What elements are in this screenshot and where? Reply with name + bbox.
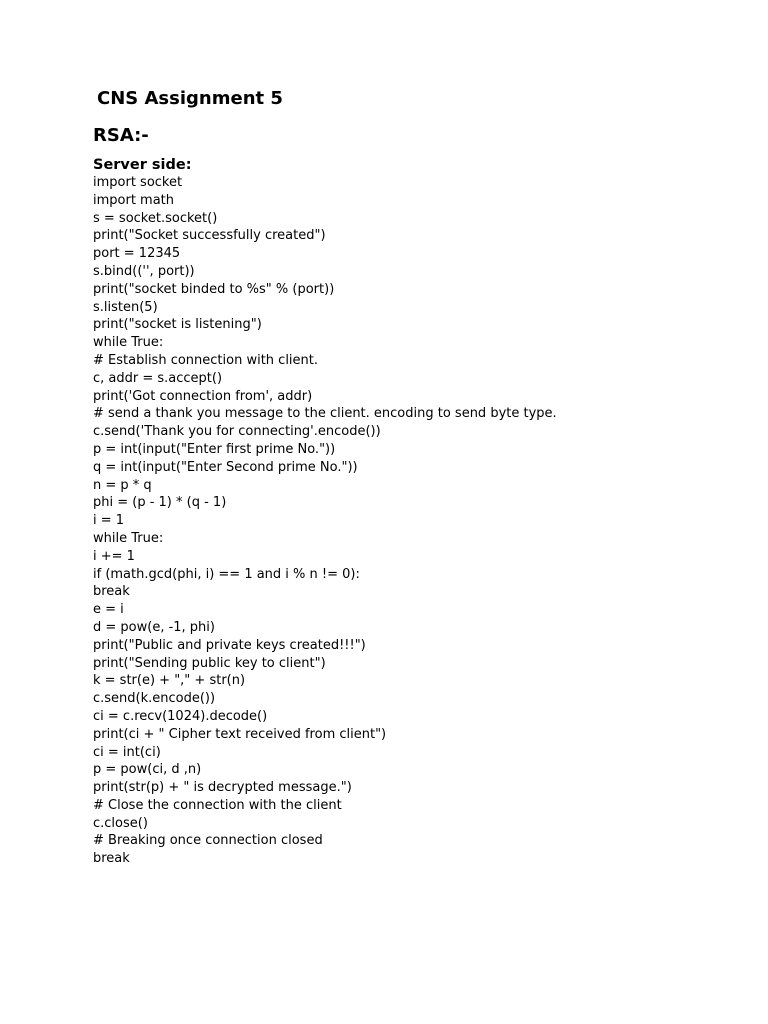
code-line: break [93, 584, 130, 600]
code-line: p = int(input("Enter first prime No.")) [93, 441, 336, 457]
code-line: e = i [93, 602, 124, 618]
code-line: print(ci + " Cipher text received from client") [93, 726, 387, 742]
code-line: p = pow(ci, d ,n) [93, 762, 202, 778]
code-listing [93, 174, 557, 868]
code-line: i = 1 [93, 513, 125, 529]
code-line: import math [93, 192, 175, 208]
code-line: print("socket is listening") [93, 317, 262, 333]
code-line: c.send('Thank you for connecting'.encode()) [93, 424, 381, 440]
code-line: print("socket binded to %s" % (port)) [93, 281, 335, 297]
code-line: q = int(input("Enter Second prime No.")) [93, 459, 358, 475]
code-line: break [93, 851, 130, 867]
code-line: print("Sending public key to client") [93, 655, 326, 671]
code-line: i += 1 [93, 548, 135, 564]
code-line: c.close() [93, 815, 148, 831]
code-line: phi = (p - 1) * (q - 1) [93, 495, 227, 511]
code-line: k = str(e) + "," + str(n) [93, 673, 246, 689]
code-line: print("Socket successfully created") [93, 228, 326, 244]
document-title: CNS Assignment 5 [97, 88, 283, 109]
code-line: s = socket.socket() [93, 210, 218, 226]
code-line: while True: [93, 530, 164, 546]
code-line: s.bind(('', port)) [93, 263, 195, 279]
code-line: n = p * q [93, 477, 152, 493]
subheading: Server side: [93, 157, 192, 173]
code-line: c.send(k.encode()) [93, 691, 216, 707]
code-line: if (math.gcd(phi, i) == 1 and i % n != 0): [93, 566, 360, 582]
code-line: port = 12345 [93, 246, 181, 262]
code-line: print(str(p) + " is decrypted message.") [93, 780, 352, 796]
code-line: # Breaking once connection closed [93, 833, 323, 849]
code-line: print('Got connection from', addr) [93, 388, 313, 404]
code-line: d = pow(e, -1, phi) [93, 619, 215, 635]
code-line: # Establish connection with client. [93, 352, 319, 368]
code-line: import socket [93, 175, 183, 190]
code-line: print("Public and private keys created!!!") [93, 637, 366, 653]
code-line: s.listen(5) [93, 299, 158, 315]
code-line: ci = int(ci) [93, 744, 161, 760]
code-line: c, addr = s.accept() [93, 370, 223, 386]
code-line: # send a thank you message to the client. encoding to send byte type. [93, 406, 557, 422]
code-line: while True: [93, 335, 164, 351]
code-line: # Close the connection with the client [93, 797, 342, 813]
section-heading: RSA:- [93, 125, 149, 146]
code-line: ci = c.recv(1024).decode() [93, 708, 268, 724]
